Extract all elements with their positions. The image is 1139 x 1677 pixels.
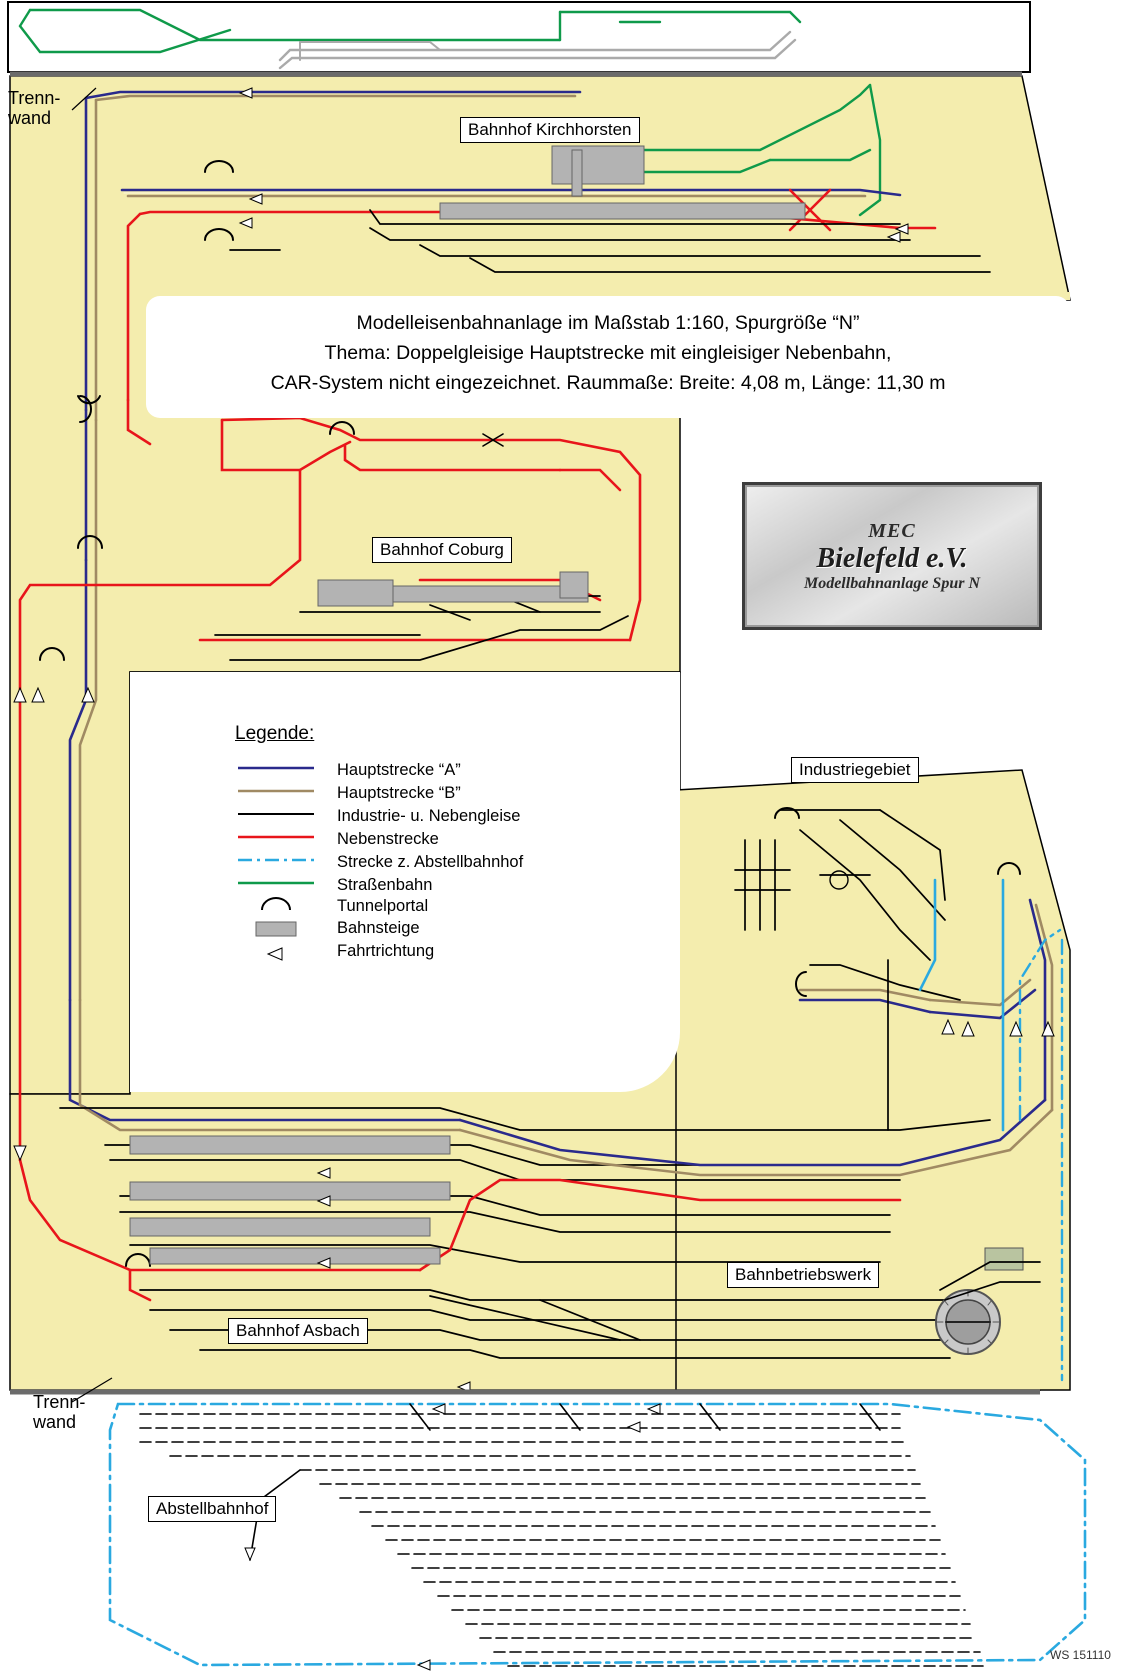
trennwand-bottom-label-1: Trenn- [33, 1392, 86, 1412]
legend-label-strassenbahn: Straßenbahn [337, 876, 433, 894]
club-sign-subtitle: Modellbahnanlage Spur N [803, 574, 981, 592]
club-sign-name: Bielefeld e.V. [816, 542, 968, 574]
legend-label-hauptstrecke-b: Hauptstrecke “B” [337, 784, 461, 802]
legend-label-industriegleise: Industrie- u. Nebengleise [337, 807, 521, 825]
direction-arrows-fiddleyard [245, 1404, 660, 1670]
caption-line-3: CAR-System nicht eingezeichnet. Raummaße: Breite: 4,08 m, Länge: 11,30 m [270, 372, 946, 395]
trennwand-top-label-2: wand [8, 108, 52, 128]
station-label-coburg: Bahnhof Coburg [372, 537, 512, 563]
area-label-bahnbetriebswerk: Bahnbetriebswerk [727, 1262, 879, 1288]
plan-caption [146, 296, 1070, 418]
caption-line-1: Modelleisenbahnanlage im Maßstab 1:160, Spurgröße “N” [356, 312, 860, 334]
legend-label-abstellstrecke: Strecke z. Abstellbahnhof [337, 853, 524, 871]
drawing-code: WS 151110 [1050, 1648, 1111, 1662]
legend-label-hauptstrecke-a: Hauptstrecke “A” [337, 761, 461, 779]
station-label-asbach: Bahnhof Asbach [228, 1318, 368, 1344]
legend-swatches [236, 752, 336, 962]
trennwand-top-label-1: Trenn- [8, 88, 61, 108]
legend-label-fahrtrichtung: Fahrtrichtung [337, 942, 435, 960]
trennwand-bottom-label-2: wand [33, 1412, 77, 1432]
area-label-abstellbahnhof: Abstellbahnhof [148, 1496, 276, 1522]
area-label-industriegebiet: Industriegebiet [791, 757, 919, 783]
caption-line-2: Thema: Doppelgleisige Hauptstrecke mit eingleisiger Nebenbahn, [324, 342, 892, 365]
club-sign-mec: MEC [868, 519, 916, 542]
legend-label-nebenstrecke: Nebenstrecke [337, 830, 439, 848]
legend-title: Legende: [235, 723, 315, 744]
legend-label-bahnsteige: Bahnsteige [337, 919, 420, 937]
club-sign [742, 482, 1042, 630]
station-label-kirchhorsten: Bahnhof Kirchhorsten [460, 117, 640, 143]
legend-label-tunnelportal: Tunnelportal [337, 897, 429, 915]
